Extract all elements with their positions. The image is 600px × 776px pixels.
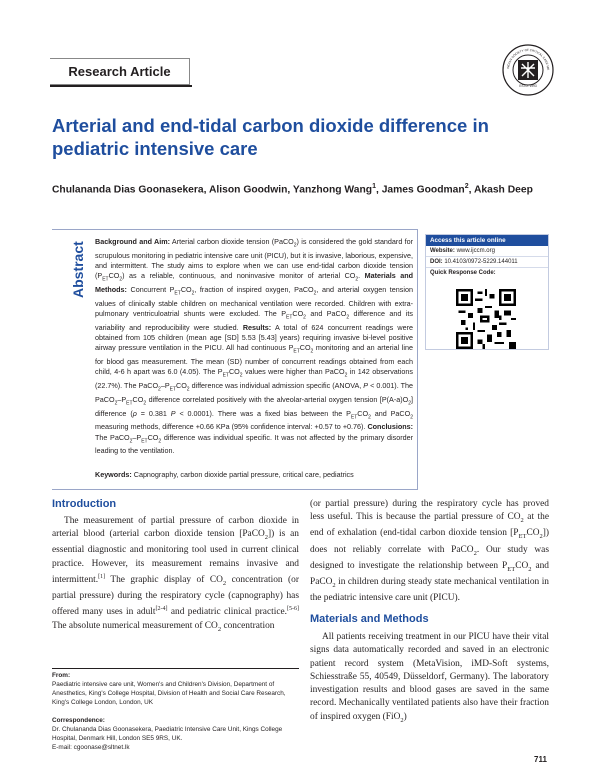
website-row: Website: www.ijccm.org <box>426 246 548 257</box>
author-name: Chulananda Dias Goonasekera <box>52 184 204 196</box>
page-number: 711 <box>534 755 547 764</box>
seal-ring-text: INDIAN SOCIETY OF CRITICAL CARE ME <box>506 47 551 71</box>
author-name: Yanzhong Wang <box>292 184 373 196</box>
website-link[interactable]: www.ijccm.org <box>456 248 495 254</box>
article-title: Arterial and end-tidal carbon dioxide difference in pediatric intensive care <box>52 115 489 159</box>
seal-year: ESTD. 1993 <box>519 84 537 88</box>
access-box-header: Access this article online <box>426 235 548 246</box>
introduction-text: The measurement of partial pressure of carbon dioxide in arterial blood (arterial carbon dioxide tension [PaCO$_2$]) is an essential diagnostic and monitoring tool used in current clinical practice. However, its measurement remains invasive and intermittent.[1] The graphic display of $CO_2$ concentration (or partial pressure) during the respiratory cycle (capnography) has offered many uses in adult[2-4] and pediatric clinical practice.[5-6] The absolute numerical measurement of $CO_2$ concentration <box>52 516 299 633</box>
doi-link[interactable]: 10.4103/0972-5229.144011 <box>444 259 518 265</box>
journal-seal-logo <box>502 44 554 96</box>
correspondence-label: Correspondence: <box>52 717 105 724</box>
qr-code-icon[interactable] <box>456 289 516 349</box>
introduction-text-continued: (or partial pressure) during the respiratory cycle has proved less useful. This is because the partial pressure of $CO_2$ at the end of exhalation (end-tidal carbon dioxide tension $[P_{ET}CO_2]$) does not reliably correlate with PaCO$_2$. Our study was designed to investigate the relationship between $P_{ET}CO_2$ and PaCO$_2$ in children during steady state mechanical ventilation in the pediatric intensive care unit (PICU). <box>310 499 549 603</box>
author-name: Akash Deep <box>473 184 533 196</box>
methods-text: All patients receiving treatment in our PICU have their vital signs data automatically recorded and saved in an electronic patient record system (MetaVision, iMD-Soft systems, Schiesstraße 55, 40549, Düsseldorf, Germany). The laboratory investigation results and blood gases are saved in the same record. Mechanically ventilated patients also have their fraction of inspired oxygen (FiO$_2$) <box>310 632 549 724</box>
keywords <box>95 470 413 480</box>
section-heading-introduction: Introduction <box>52 498 117 510</box>
qr-label: Quick Response Code: <box>430 270 496 276</box>
author-name: James Goodman <box>381 184 465 196</box>
keywords-text: Capnography, carbon dioxide partial pressure, critical care, pediatrics <box>133 470 354 479</box>
article-type-label: Research Article <box>50 58 190 85</box>
section-heading-methods: Materials and Methods <box>310 613 429 625</box>
keywords-label: Keywords: <box>95 470 132 479</box>
abstract-text: Background and Aim: Arterial carbon dioxide tension (PaCO$_2$) is considered the gold standard for scrupulous monitoring in pediatric intensive care unit (PICU), but it is invasive, laborious, expensive, and intermittent. The study aims to explore when we can use end-tidal carbon dioxide tension $(P_{ET}CO_2)$ as a reliable, continuous, and noninvasive monitor of arterial $CO_2$. Materials and Methods: Concurrent $P_{ET}CO_2$, fraction of inspired oxygen, PaCO$_2$, and arterial oxygen tension values of clinically stable children on mechanical ventilation were recorded. Children with extra-pulmonary ventriculoatrial shunts were excluded. The $P_{ET}CO_2$ and PaCO$_2$ difference and its variability and reproducibility were studied. Results: A total of 624 concurrent readings were obtained from 105 children (mean age [SD] 5.53 [5.43] years) requiring invasive bi-level positive airway pressure ventilation in the PICU. All had continuous $P_{ET}CO_2$ monitoring and an arterial line for blood gas measurement. The mean (SD) number of concurrent readings obtained from each child, 4-6 h apart was 6.0 (4.05). The $P_{ET}CO_2$ values were higher than PaCO$_2$ in 142 observations (22.7%). The $PaCO_2-P_{ET}CO_2$ difference was individual admission specific (ANOVA, P < 0.001). The $PaCO_2-P_{ET}CO_2$ difference correlated positively with the alveolar-arterial oxygen tension $[P(A-a)O_2]$ difference (ρ = 0.381 P < 0.0001). There was a fixed bias between the $P_{ET}CO_2$ and PaCO$_2$ measuring methods, difference +0.66 KPa (95% confidence interval: +0.57 to +0.76). Conclusions: The $PaCO_2-P_{ET}CO_2$ difference was individual specific. It was not affected by the primary disorder leading to the ventilation. <box>95 237 414 456</box>
correspondence-email[interactable]: E-mail: cgoonase@sltnet.lk <box>52 744 130 751</box>
affiliations <box>52 671 299 752</box>
from-text: Paediatric intensive care unit, Women's and Children's Division, Department of Anesthetics, King's College Hospital, Division of Health and Social Care Research, King's College London, London, UK <box>52 681 286 706</box>
doi-row: DOI: 10.4103/0972-5229.144011 <box>426 257 548 268</box>
abstract-label: Abstract <box>70 241 86 298</box>
author-list: Chulananda Dias Goonasekera, Alison Goodwin, Yanzhong Wang$^1$, James Goodman$^2$, Akash Deep <box>52 183 533 196</box>
author-name: Alison Goodwin <box>209 184 288 196</box>
from-label: From: <box>52 672 71 679</box>
affiliation-divider <box>52 668 299 669</box>
article-type-rule <box>50 85 192 87</box>
correspondence-text: Dr. Chulananda Dias Goonasekera, Paediatric Intensive Care Unit, Kings College Hospital, Denmark Hill, London SE5 9RS, UK. <box>52 726 283 742</box>
